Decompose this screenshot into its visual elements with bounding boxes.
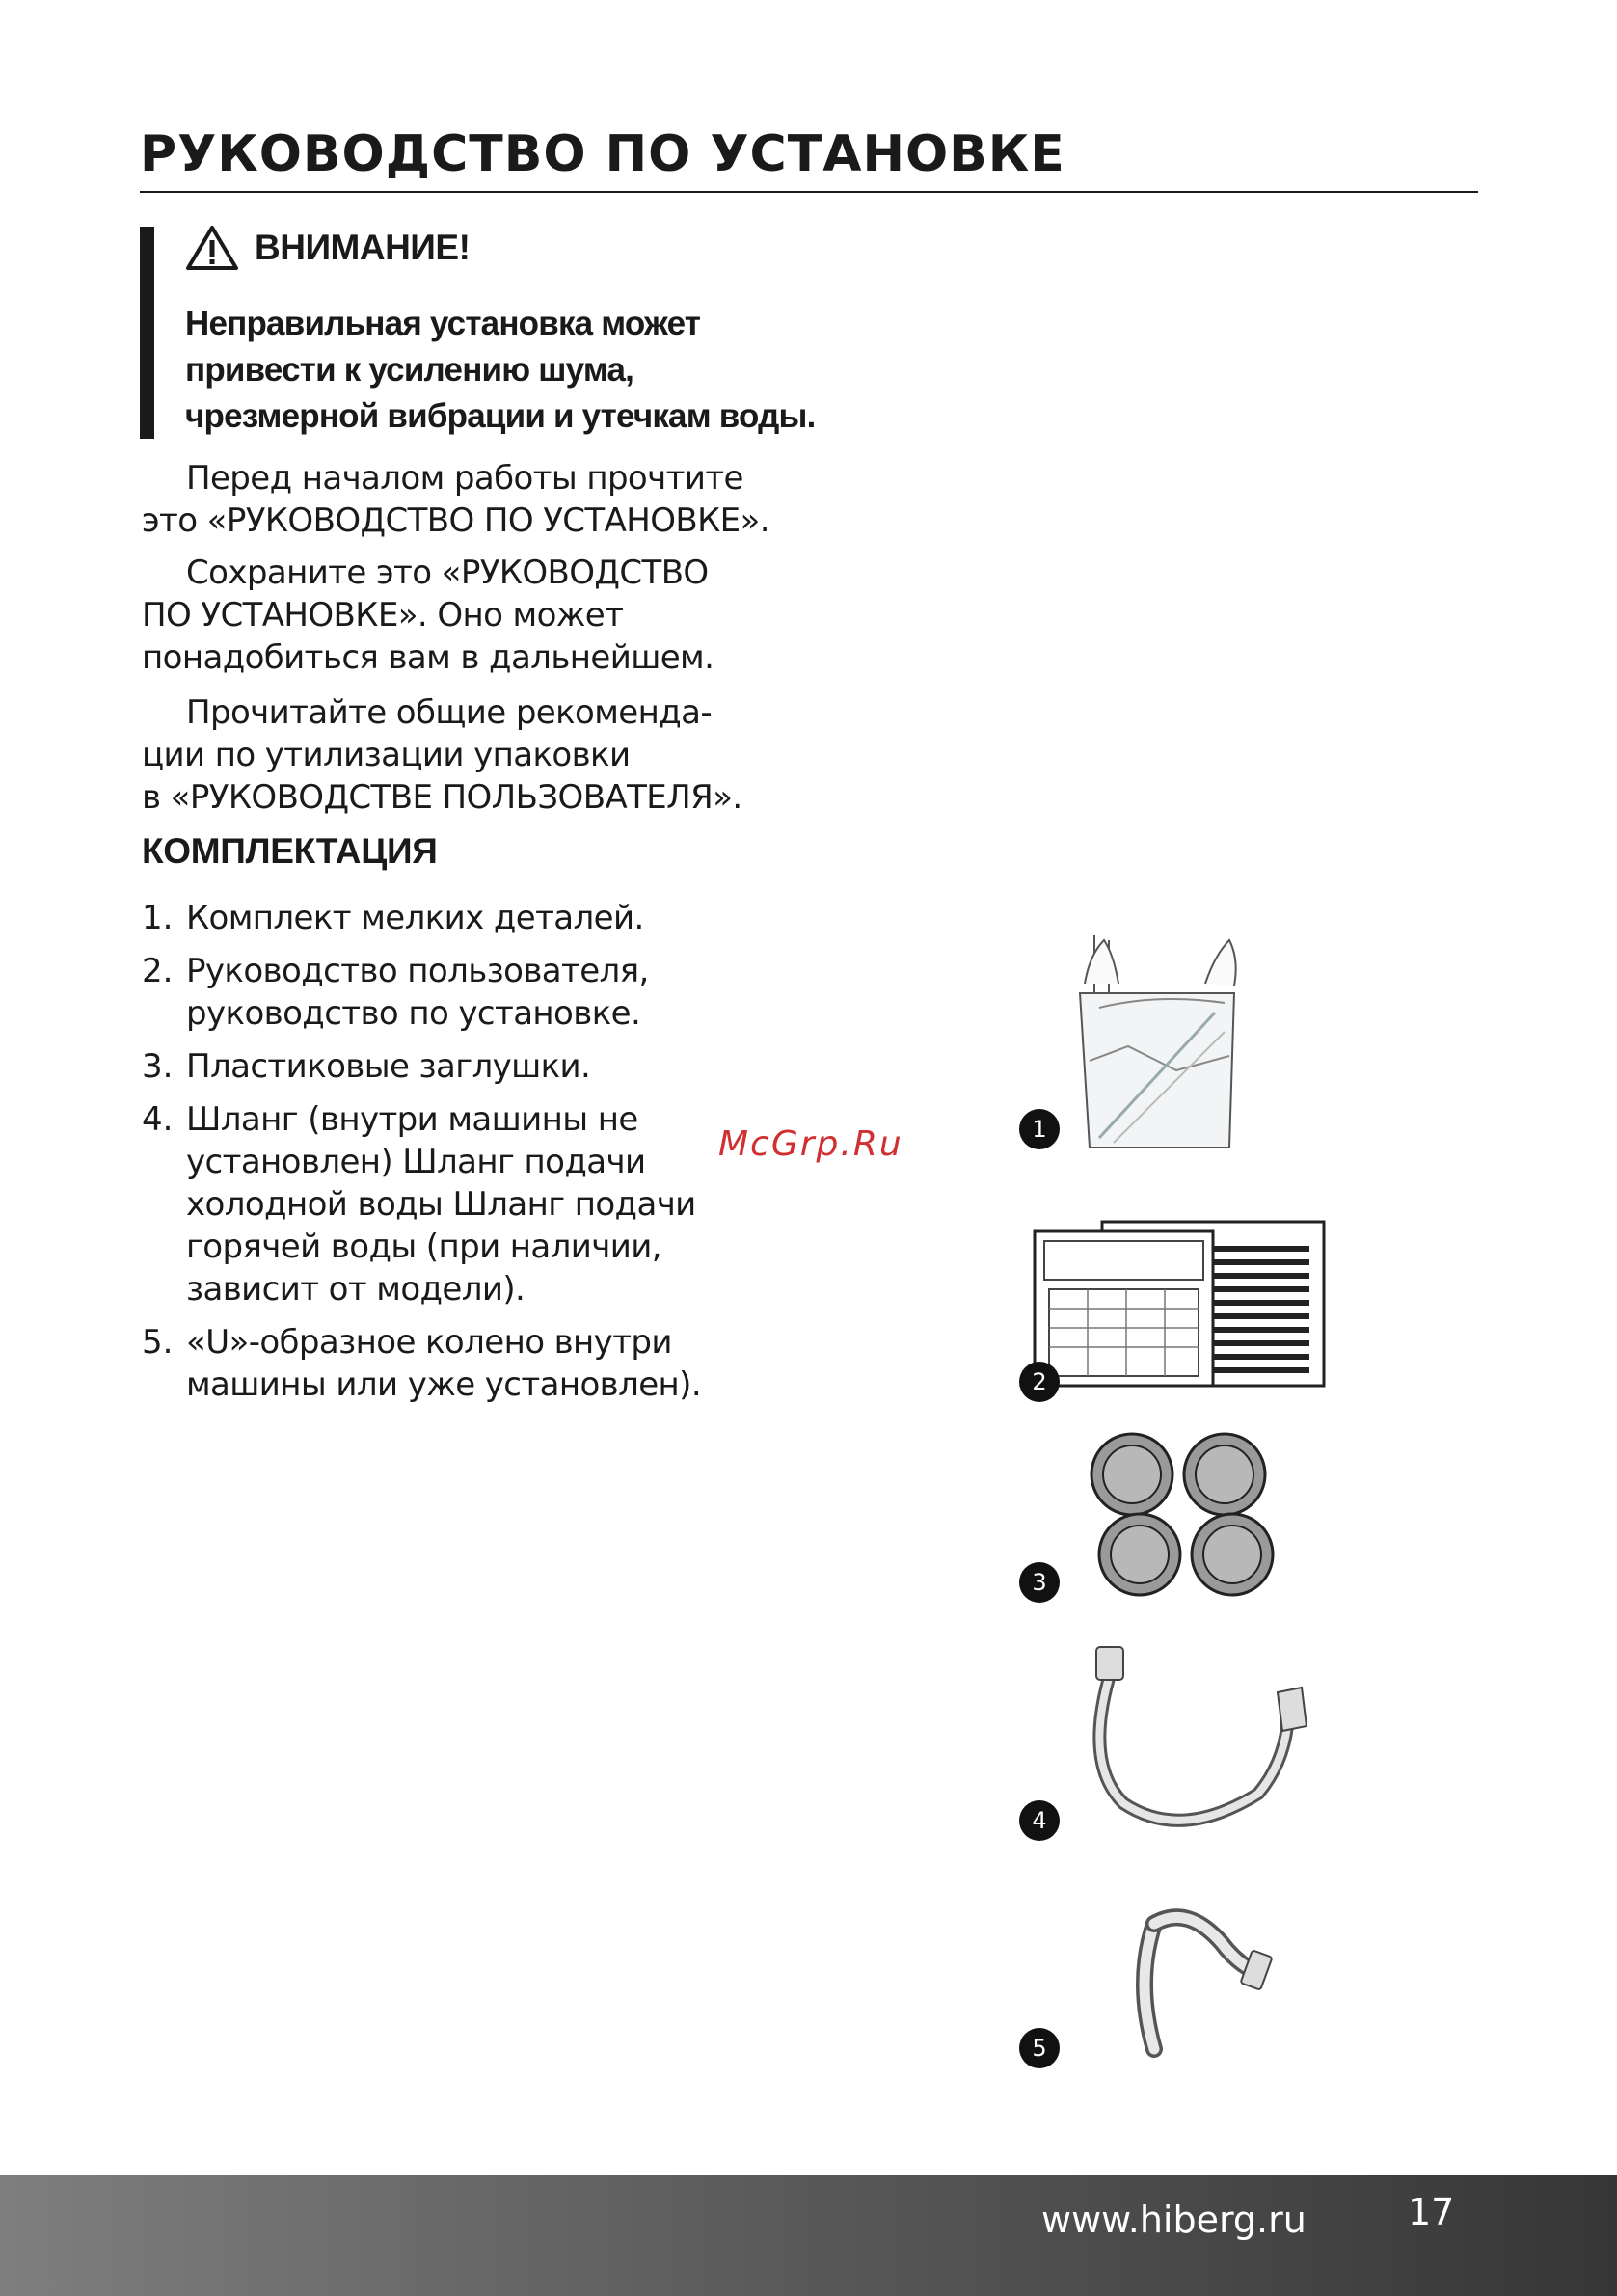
paragraph-line: понадобиться вам в дальнейшем.: [142, 638, 714, 677]
list-number: 2.: [142, 952, 174, 990]
paragraph-line: это «РУКОВОДСТВО ПО УСТАНОВКЕ».: [142, 501, 769, 540]
paragraph-line: ПО УСТАНОВКЕ». Оно может: [142, 596, 624, 635]
list-item: [142, 1045, 701, 1088]
intro-paragraph-1: [142, 457, 769, 542]
page-number: 17: [1408, 2191, 1455, 2233]
warning-text: [185, 301, 816, 440]
intro-paragraph-3: [142, 691, 742, 819]
warning-triangle-icon: [185, 224, 239, 272]
list-line: Руководство пользователя,: [186, 952, 649, 990]
footer-website-link[interactable]: www.hiberg.ru: [1041, 2199, 1307, 2241]
list-item: [142, 1321, 701, 1406]
warning-line: чрезмерной вибрации и утечкам воды.: [185, 397, 816, 435]
warning-title: ВНИМАНИЕ!: [255, 228, 471, 267]
list-line: Комплект мелких деталей.: [186, 899, 644, 937]
list-line: Шланг (внутри машины не: [186, 1100, 638, 1139]
list-item: [142, 897, 701, 939]
list-line: машины или уже установлен).: [186, 1365, 702, 1404]
list-number: 3.: [142, 1047, 174, 1086]
list-line: зависит от модели).: [186, 1270, 526, 1309]
warning-line: Неправильная установка может: [185, 305, 701, 342]
illustration-badge: 4: [1019, 1800, 1060, 1841]
u-bend-elbow-icon: [1130, 1904, 1275, 2068]
list-line: руководство по установке.: [186, 994, 641, 1033]
list-number: 4.: [142, 1100, 174, 1139]
title-divider: [140, 191, 1478, 193]
paragraph-line: Прочитайте общие рекоменда-: [186, 693, 713, 732]
illustration-badge: 5: [1019, 2028, 1060, 2068]
illustration-badge: 1: [1019, 1109, 1060, 1149]
paragraph-line: Перед началом работы прочтите: [186, 459, 743, 498]
illustration-badge: 3: [1019, 1562, 1060, 1603]
paragraph-line: ции по утилизации упаковки: [142, 736, 631, 774]
list-number: 1.: [142, 899, 174, 937]
parts-bag-icon: [1070, 926, 1244, 1157]
list-line: Пластиковые заглушки.: [186, 1047, 591, 1086]
list-line: «U»-образное колено внутри: [186, 1323, 672, 1362]
list-item: [142, 1098, 701, 1310]
plastic-caps-icon: [1088, 1431, 1280, 1600]
footer-bar: [0, 2175, 1617, 2296]
warning-line: привести к усилению шума,: [185, 351, 634, 389]
illustration-badge: 2: [1019, 1362, 1060, 1402]
paragraph-line: Сохраните это «РУКОВОДСТВО: [186, 554, 709, 592]
kit-list: [142, 897, 701, 1417]
warning-side-bar: [140, 227, 154, 439]
list-line: холодной воды Шланг подачи: [186, 1185, 696, 1224]
watermark: McGrp.Ru: [718, 1124, 903, 1164]
list-line: горячей воды (при наличии,: [186, 1228, 661, 1266]
intro-paragraph-2: [142, 552, 714, 679]
list-line: установлен) Шланг подачи: [186, 1143, 646, 1181]
inlet-hose-icon: [1065, 1639, 1316, 1832]
kit-heading: КОМПЛЕКТАЦИЯ: [142, 831, 438, 871]
warning-header: [185, 224, 470, 272]
paragraph-line: в «РУКОВОДСТВЕ ПОЛЬЗОВАТЕЛЯ».: [142, 778, 742, 817]
manuals-icon: [1030, 1217, 1329, 1391]
list-number: 5.: [142, 1323, 174, 1362]
list-item: [142, 950, 701, 1035]
page-title: РУКОВОДСТВО ПО УСТАНОВКЕ: [140, 125, 1065, 183]
